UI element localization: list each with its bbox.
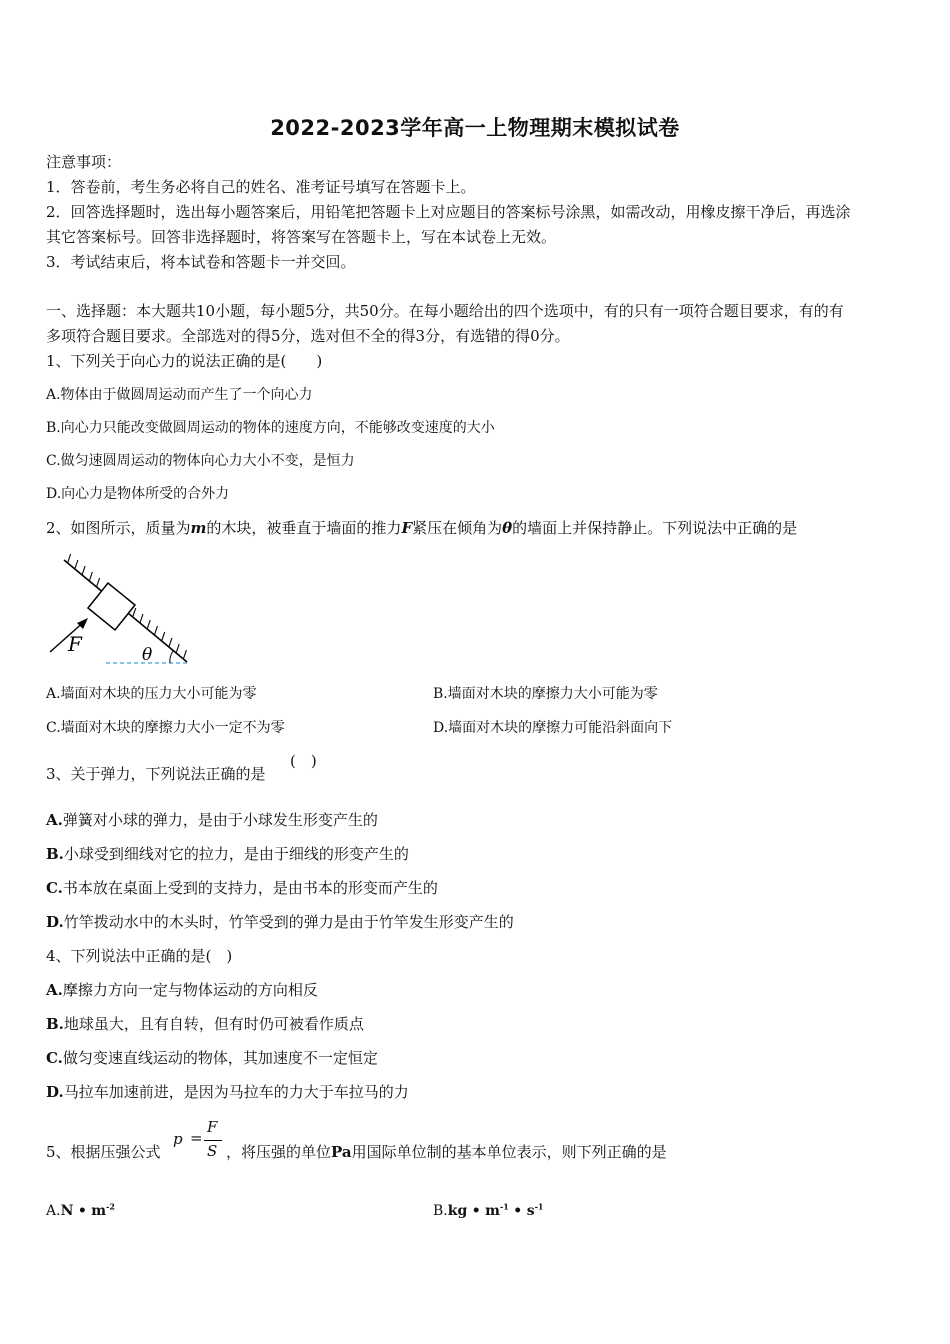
q5-stem-part3: 用国际单位制的基本单位表示，则下列正确的是 [351, 1143, 667, 1161]
q5-stem-part2: ，将压强的单位 [226, 1143, 332, 1161]
notice-line-3: 3．考试结束后，将本试卷和答题卡一并交回。 [46, 253, 356, 271]
q3-option-b [46, 844, 409, 864]
q2-stem-part3: 紧压在倾角为 [412, 519, 503, 537]
q2-option-c: C.墙面对木块的摩擦力大小一定不为零 [46, 720, 285, 736]
q5-a-dot: • [77, 1203, 87, 1219]
q3-d-letter: D. [46, 913, 64, 931]
hatch-tick [169, 638, 172, 647]
section-intro-2: 多项符合题目要求。全部选对的得5分，选对但不全的得3分，有选错的得0分。 [46, 327, 570, 345]
q5-b-unit2: m [485, 1203, 500, 1219]
q4-a-text: 摩擦力方向一定与物体运动的方向相反 [62, 981, 318, 999]
q4-d-text: 马拉车加速前进，是因为马拉车的力大于车拉马的力 [63, 1083, 409, 1101]
q2-stem-part4: 的墙面上并保持静止。下列说法中正确的是 [512, 519, 798, 537]
q3-paren: ( ) [290, 752, 317, 770]
q3-option-d [46, 912, 514, 932]
q5-b-exp2: -1 [534, 1201, 544, 1212]
q5-a-exp: -2 [106, 1201, 115, 1212]
q4-option-b [46, 1014, 364, 1034]
q1-option-a: A.物体由于做圆周运动而产生了一个向心力 [46, 387, 313, 403]
q2-var-m: m [190, 519, 207, 537]
q5-b-unit: kg [447, 1203, 468, 1219]
q3-option-c [46, 878, 438, 898]
q3-b-text: 小球受到细线对它的拉力，是由于细线的形变产生的 [63, 845, 409, 863]
q5-a-unit2: m [91, 1203, 107, 1219]
q4-d-letter: D. [46, 1083, 64, 1101]
q2-var-theta: θ [502, 519, 513, 537]
q5-unit-pa: Pa [331, 1143, 352, 1161]
block [88, 583, 135, 630]
notice-line-2a: 2．回答选择题时，选出每小题答案后，用铅笔把答题卡上对应题目的答案标号涂黑，如需改动，用橡皮擦干净后，再选涂 [46, 203, 851, 221]
q5-option-a [46, 1201, 115, 1221]
notice-line-1: 1．答卷前，考生务必将自己的姓名、准考证号填写在答题卡上。 [46, 178, 476, 196]
q3-a-text: 弹簧对小球的弹力，是由于小球发生形变产生的 [62, 811, 378, 829]
q5-equals: = [190, 1129, 203, 1147]
q3-option-a [46, 810, 378, 830]
q4-option-d [46, 1082, 409, 1102]
angle-arc [170, 651, 174, 664]
q3-d-text: 竹竿拨动水中的木头时，竹竿受到的弹力是由于竹竿发生形变产生的 [63, 913, 514, 931]
q2-stem-part1: 2、如图所示，质量为 [46, 519, 191, 537]
q2-stem [46, 518, 797, 538]
notice-line-2b: 其它答案标号。回答非选择题时，将答案写在答题卡上，写在本试卷上无效。 [46, 228, 557, 246]
q4-option-a [46, 980, 318, 1000]
q5-fraction-bar [204, 1140, 222, 1141]
q5-b-dot2: • [513, 1203, 523, 1219]
q2-stem-part2: 的木块，被垂直于墙面的推力 [206, 519, 402, 537]
q4-a-letter: A. [46, 981, 63, 999]
hatch-tick [89, 572, 92, 581]
q1-option-d: D.向心力是物体所受的合外力 [46, 486, 230, 502]
q2-option-b: B.墙面对木块的摩擦力大小可能为零 [433, 686, 658, 702]
q3-c-letter: C. [46, 879, 63, 897]
q2-var-F: F [401, 519, 413, 537]
q5-b-dot1: • [471, 1203, 481, 1219]
q3-b-letter: B. [46, 845, 64, 863]
q2-option-d: D.墙面对木块的摩擦力可能沿斜面向下 [433, 720, 673, 736]
hatch-tick [75, 560, 78, 569]
q3-c-text: 书本放在桌面上受到的支持力，是由书本的形变而产生的 [62, 879, 438, 897]
hatch-tick [68, 554, 71, 563]
q5-numerator: F [207, 1118, 218, 1136]
q5-denominator: S [207, 1142, 218, 1160]
q1-option-c: C.做匀速圆周运动的物体向心力大小不变，是恒力 [46, 453, 355, 469]
q4-option-c [46, 1048, 378, 1068]
q4-c-letter: C. [46, 1049, 63, 1067]
q5-var-p: p [173, 1130, 183, 1148]
notice-heading: 注意事项： [46, 153, 122, 171]
q3-a-letter: A. [46, 811, 63, 829]
hatch-tick [82, 566, 85, 575]
hatch-tick [147, 620, 150, 629]
q5-stem-part1: 5、根据压强公式 [46, 1143, 161, 1161]
q3-stem: 3、关于弹力，下列说法正确的是 [46, 765, 266, 783]
q5-b-exp1: -1 [499, 1201, 509, 1212]
fig-label-F: F [68, 632, 82, 656]
hatch-tick [154, 626, 157, 635]
q5-stem-rest [226, 1142, 667, 1162]
q5-b-unit3: s [526, 1203, 535, 1219]
hatch-tick [183, 650, 186, 659]
q2-incline-figure [44, 552, 194, 672]
hatch-tick [97, 578, 100, 587]
q5-option-b [433, 1201, 543, 1221]
q1-option-b: B.向心力只能改变做圆周运动的物体的速度方向，不能够改变速度的大小 [46, 420, 495, 436]
hatch-tick [140, 614, 143, 623]
page-title: 2022-2023学年高一上物理期末模拟试卷 [270, 116, 680, 140]
q5-a-letter: A. [46, 1203, 61, 1219]
q4-b-text: 地球虽大，且有自转，但有时仍可被看作质点 [63, 1015, 364, 1033]
q5-b-letter: B. [433, 1203, 448, 1219]
q1-stem: 1、下列关于向心力的说法正确的是( ) [46, 352, 323, 370]
fig-label-theta: θ [142, 645, 153, 665]
q4-b-letter: B. [46, 1015, 64, 1033]
hatch-tick [133, 608, 136, 617]
hatch-tick [176, 644, 179, 653]
q2-option-a: A.墙面对木块的压力大小可能为零 [46, 686, 257, 702]
q5-a-unit: N [60, 1203, 74, 1219]
q4-stem: 4、下列说法中正确的是( ) [46, 947, 233, 965]
hatch-tick [162, 632, 165, 641]
q4-c-text: 做匀变速直线运动的物体，其加速度不一定恒定 [62, 1049, 378, 1067]
section-intro-1: 一、选择题：本大题共10小题，每小题5分，共50分。在每小题给出的四个选项中，有的只有一项符合题目要求，有的有 [46, 302, 844, 320]
